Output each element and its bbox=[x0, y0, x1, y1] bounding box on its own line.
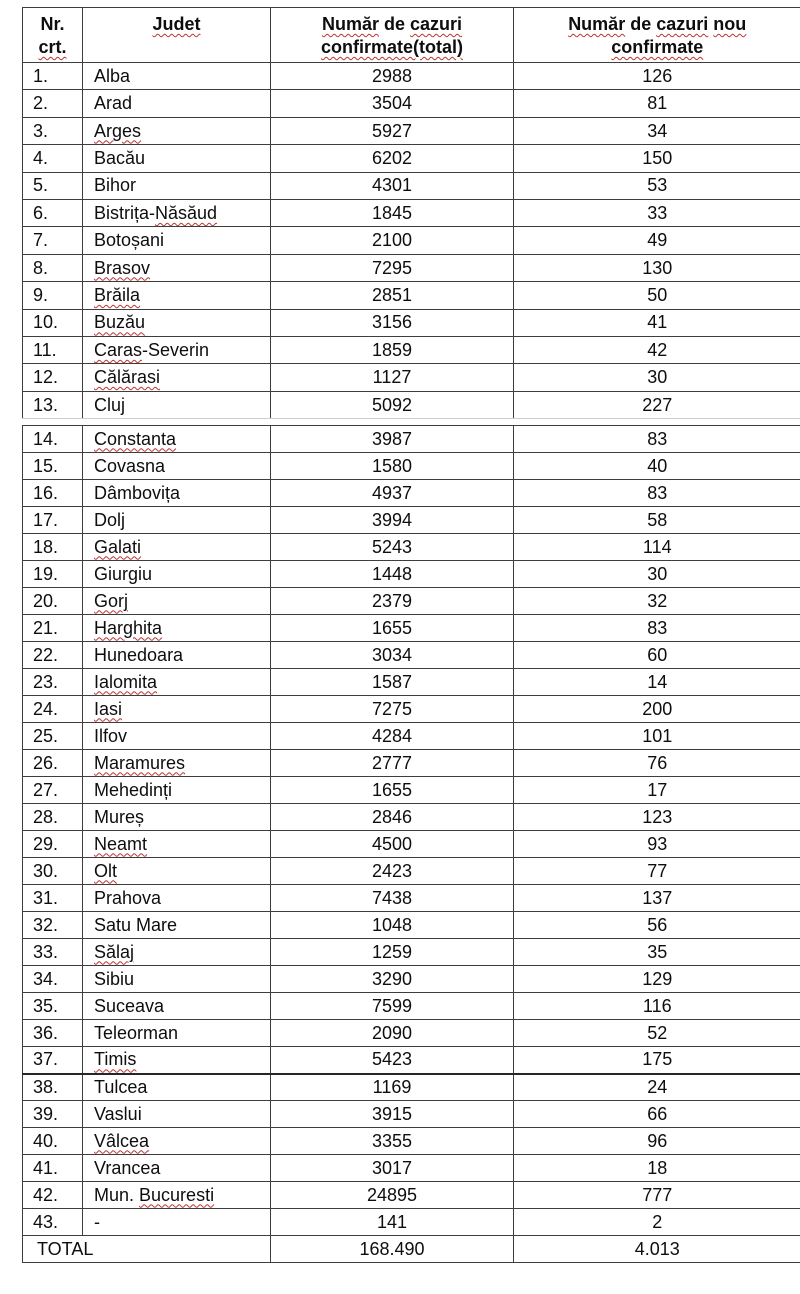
new-cases-cell: 227 bbox=[514, 391, 800, 418]
total-cases-cell: 2988 bbox=[271, 63, 514, 90]
total-cases-cell: 4937 bbox=[271, 480, 514, 507]
misspelled-text: Năsăud bbox=[155, 202, 218, 223]
total-cases-cell: 2777 bbox=[271, 750, 514, 777]
table-row bbox=[23, 858, 800, 885]
table-row bbox=[23, 669, 800, 696]
table-row bbox=[23, 534, 800, 561]
misspelled-text: Olt bbox=[94, 860, 118, 881]
row-number-cell: 5. bbox=[23, 172, 83, 199]
table-row bbox=[23, 426, 800, 453]
new-cases-cell: 33 bbox=[514, 199, 800, 226]
table-row bbox=[23, 63, 800, 90]
row-number-cell: 30. bbox=[23, 858, 83, 885]
misspelled-text: Neamt bbox=[94, 833, 148, 854]
total-cases-cell: 7295 bbox=[271, 254, 514, 281]
new-cases-cell: 101 bbox=[514, 723, 800, 750]
county-cell: Vrancea bbox=[83, 1155, 271, 1182]
county-cell bbox=[83, 426, 271, 453]
row-number-cell: 8. bbox=[23, 254, 83, 281]
table-row bbox=[23, 309, 800, 336]
county-cell: Dolj bbox=[83, 507, 271, 534]
total-cases-cell: 3355 bbox=[271, 1128, 514, 1155]
header-word: de bbox=[383, 14, 405, 34]
new-cases-cell: 53 bbox=[514, 172, 800, 199]
table-row bbox=[23, 1074, 800, 1101]
total-cases-cell: 2423 bbox=[271, 858, 514, 885]
total-cases-cell: 3994 bbox=[271, 507, 514, 534]
county-cell bbox=[83, 939, 271, 966]
row-number-cell: 2. bbox=[23, 90, 83, 117]
county-cell: Mun. Bucuresti bbox=[83, 1182, 271, 1209]
table-row bbox=[23, 391, 800, 418]
county-cell: Arad bbox=[83, 90, 271, 117]
total-cases-cell: 3915 bbox=[271, 1101, 514, 1128]
county-cell: Cluj bbox=[83, 391, 271, 418]
total-cases-cell: 2090 bbox=[271, 1020, 514, 1047]
total-cases-cell: 2846 bbox=[271, 804, 514, 831]
total-cases-cell: 141 bbox=[271, 1209, 514, 1236]
new-cases-cell: 2 bbox=[514, 1209, 800, 1236]
county-cell: Giurgiu bbox=[83, 561, 271, 588]
new-cases-cell: 137 bbox=[514, 885, 800, 912]
total-cases-cell: 1259 bbox=[271, 939, 514, 966]
new-cases-cell: 40 bbox=[514, 453, 800, 480]
new-cases-cell: 83 bbox=[514, 426, 800, 453]
misspelled-text: Buzău bbox=[94, 312, 146, 333]
new-cases-cell: 175 bbox=[514, 1047, 800, 1074]
row-number-cell: 20. bbox=[23, 588, 83, 615]
row-number-cell: 42. bbox=[23, 1182, 83, 1209]
table-row bbox=[23, 336, 800, 363]
county-cell bbox=[83, 117, 271, 144]
row-number-cell: 19. bbox=[23, 561, 83, 588]
county-cell: Suceava bbox=[83, 993, 271, 1020]
new-cases-cell: 56 bbox=[514, 912, 800, 939]
row-number-cell: 4. bbox=[23, 145, 83, 172]
table-row bbox=[23, 1020, 800, 1047]
row-number-cell: 13. bbox=[23, 391, 83, 418]
row-number-cell: 15. bbox=[23, 453, 83, 480]
misspelled-text: Brasov bbox=[94, 257, 151, 278]
misspelled-text: Harghita bbox=[94, 617, 163, 638]
table-row bbox=[23, 561, 800, 588]
row-number-cell: 28. bbox=[23, 804, 83, 831]
county-cell bbox=[83, 669, 271, 696]
row-number-cell: 14. bbox=[23, 426, 83, 453]
row-number-cell: 12. bbox=[23, 364, 83, 391]
total-cases-cell: 1169 bbox=[271, 1074, 514, 1101]
header-word: confirmate(total) bbox=[320, 37, 463, 57]
header-word: nou bbox=[713, 14, 747, 34]
new-cases-cell: 35 bbox=[514, 939, 800, 966]
header-word: Nr. bbox=[40, 14, 65, 34]
county-cell bbox=[83, 615, 271, 642]
misspelled-text: Timis bbox=[94, 1049, 137, 1070]
misspelled-text: Vâlcea bbox=[94, 1130, 150, 1151]
row-number-cell: 1. bbox=[23, 63, 83, 90]
table-row bbox=[23, 912, 800, 939]
new-cases-cell: 150 bbox=[514, 145, 800, 172]
total-cases-cell: 3156 bbox=[271, 309, 514, 336]
county-cell: Dâmbovița bbox=[83, 480, 271, 507]
table-header-row bbox=[23, 8, 800, 63]
row-number-cell: 21. bbox=[23, 615, 83, 642]
total-cases-cell: 1859 bbox=[271, 336, 514, 363]
new-cases-cell: 52 bbox=[514, 1020, 800, 1047]
county-cell bbox=[83, 254, 271, 281]
misspelled-text: Maramures bbox=[94, 752, 186, 773]
county-cell bbox=[83, 588, 271, 615]
table-row bbox=[23, 90, 800, 117]
new-cases-cell: 30 bbox=[514, 561, 800, 588]
county-cell: Alba bbox=[83, 63, 271, 90]
county-cell: Teleorman bbox=[83, 1020, 271, 1047]
table-row bbox=[23, 453, 800, 480]
row-number-cell: 34. bbox=[23, 966, 83, 993]
row-number-cell: 26. bbox=[23, 750, 83, 777]
table-row bbox=[23, 885, 800, 912]
total-cases-cell: 7438 bbox=[271, 885, 514, 912]
county-cell bbox=[83, 831, 271, 858]
new-cases-cell: 18 bbox=[514, 1155, 800, 1182]
misspelled-text: Brăila bbox=[94, 284, 141, 305]
new-cases-cell: 14 bbox=[514, 669, 800, 696]
header-word: confirmate bbox=[611, 37, 704, 57]
row-number-cell: 3. bbox=[23, 117, 83, 144]
misspelled-text: Galati bbox=[94, 536, 142, 557]
total-cases-cell: 4284 bbox=[271, 723, 514, 750]
table-row bbox=[23, 831, 800, 858]
total-cases-cell: 5927 bbox=[271, 117, 514, 144]
new-cases-cell: 129 bbox=[514, 966, 800, 993]
misspelled-text: Bucuresti bbox=[139, 1184, 215, 1205]
row-number-cell: 35. bbox=[23, 993, 83, 1020]
new-cases-cell: 77 bbox=[514, 858, 800, 885]
new-cases-cell: 83 bbox=[514, 615, 800, 642]
county-cell bbox=[83, 750, 271, 777]
county-cell bbox=[83, 534, 271, 561]
county-cell: Mureș bbox=[83, 804, 271, 831]
row-number-cell: 25. bbox=[23, 723, 83, 750]
total-cases-cell: 7599 bbox=[271, 993, 514, 1020]
misspelled-text: Caras bbox=[94, 339, 143, 360]
new-cases-cell: 96 bbox=[514, 1128, 800, 1155]
total-cases-cell: 5092 bbox=[271, 391, 514, 418]
table-row bbox=[23, 254, 800, 281]
table-row bbox=[23, 615, 800, 642]
table-row bbox=[23, 507, 800, 534]
table-row bbox=[23, 939, 800, 966]
row-number-cell: 37. bbox=[23, 1047, 83, 1074]
table-row bbox=[23, 227, 800, 254]
county-cell: Tulcea bbox=[83, 1074, 271, 1101]
table-row bbox=[23, 642, 800, 669]
header-word: cazuri bbox=[656, 14, 709, 34]
county-cell bbox=[83, 282, 271, 309]
total-cases-cell: 3017 bbox=[271, 1155, 514, 1182]
new-cases-cell: 17 bbox=[514, 777, 800, 804]
table-row bbox=[23, 723, 800, 750]
new-cases-cell: 116 bbox=[514, 993, 800, 1020]
misspelled-text: Ialomita bbox=[94, 671, 158, 692]
total-cases-cell: 2851 bbox=[271, 282, 514, 309]
table-row bbox=[23, 1155, 800, 1182]
header-nr-crt bbox=[23, 8, 83, 63]
row-number-cell: 41. bbox=[23, 1155, 83, 1182]
row-number-cell: 43. bbox=[23, 1209, 83, 1236]
new-cases-cell: 66 bbox=[514, 1101, 800, 1128]
total-cases-cell: 6202 bbox=[271, 145, 514, 172]
total-cases-cell: 5423 bbox=[271, 1047, 514, 1074]
row-number-cell: 27. bbox=[23, 777, 83, 804]
row-number-cell: 10. bbox=[23, 309, 83, 336]
table-row bbox=[23, 1182, 800, 1209]
new-cases-cell: 83 bbox=[514, 480, 800, 507]
new-cases-cell: 200 bbox=[514, 696, 800, 723]
table-row bbox=[23, 966, 800, 993]
new-cases-cell: 60 bbox=[514, 642, 800, 669]
header-word: Număr bbox=[568, 14, 626, 34]
table-row bbox=[23, 1128, 800, 1155]
new-cases-cell: 41 bbox=[514, 309, 800, 336]
row-number-cell: 22. bbox=[23, 642, 83, 669]
county-cell: Covasna bbox=[83, 453, 271, 480]
new-cases-cell: 777 bbox=[514, 1182, 800, 1209]
row-number-cell: 29. bbox=[23, 831, 83, 858]
new-cases-cell: 93 bbox=[514, 831, 800, 858]
row-number-cell: 23. bbox=[23, 669, 83, 696]
county-cell: Botoșani bbox=[83, 227, 271, 254]
total-cases-cell: 3987 bbox=[271, 426, 514, 453]
row-number-cell: 24. bbox=[23, 696, 83, 723]
county-cell: Vaslui bbox=[83, 1101, 271, 1128]
row-number-cell: 11. bbox=[23, 336, 83, 363]
row-number-cell: 9. bbox=[23, 282, 83, 309]
misspelled-text: Călărasi bbox=[94, 367, 161, 388]
county-cell bbox=[83, 364, 271, 391]
total-cases-cell: 1845 bbox=[271, 199, 514, 226]
table-row bbox=[23, 199, 800, 226]
misspelled-text: Iasi bbox=[94, 698, 123, 719]
misspelled-text: Sălaj bbox=[94, 941, 135, 962]
table-row bbox=[23, 696, 800, 723]
row-number-cell: 32. bbox=[23, 912, 83, 939]
table-row bbox=[23, 145, 800, 172]
county-cell bbox=[83, 309, 271, 336]
new-cases-cell: 58 bbox=[514, 507, 800, 534]
row-number-cell: 7. bbox=[23, 227, 83, 254]
table-row bbox=[23, 588, 800, 615]
total-cases-cell: 1048 bbox=[271, 912, 514, 939]
misspelled-text: Arges bbox=[94, 120, 142, 141]
total-cases-cell: 3034 bbox=[271, 642, 514, 669]
cases-table-part-1 bbox=[22, 7, 800, 419]
row-number-cell: 36. bbox=[23, 1020, 83, 1047]
table-row bbox=[23, 364, 800, 391]
row-number-cell: 16. bbox=[23, 480, 83, 507]
row-number-cell: 18. bbox=[23, 534, 83, 561]
header-word: Număr bbox=[321, 14, 379, 34]
total-cases-cell: 4301 bbox=[271, 172, 514, 199]
county-cell: Ilfov bbox=[83, 723, 271, 750]
total-cases-cell: 1655 bbox=[271, 615, 514, 642]
total-row bbox=[23, 1236, 800, 1263]
table-row bbox=[23, 750, 800, 777]
total-cases-cell: 1127 bbox=[271, 364, 514, 391]
header-newly-confirmed bbox=[514, 8, 800, 63]
county-cell bbox=[83, 858, 271, 885]
header-word: crt. bbox=[38, 37, 67, 57]
total-new-cell: 4.013 bbox=[514, 1236, 800, 1263]
row-number-cell: 39. bbox=[23, 1101, 83, 1128]
new-cases-cell: 81 bbox=[514, 90, 800, 117]
table-row bbox=[23, 1047, 800, 1074]
header-word: de bbox=[630, 14, 652, 34]
county-cell: Satu Mare bbox=[83, 912, 271, 939]
county-cell: - bbox=[83, 1209, 271, 1236]
total-cases-cell: 2379 bbox=[271, 588, 514, 615]
county-cell bbox=[83, 1047, 271, 1074]
row-number-cell: 38. bbox=[23, 1074, 83, 1101]
table-row bbox=[23, 993, 800, 1020]
total-cases-cell: 7275 bbox=[271, 696, 514, 723]
total-cases-cell: 1448 bbox=[271, 561, 514, 588]
total-confirmed-cell: 168.490 bbox=[271, 1236, 514, 1263]
header-judet bbox=[83, 8, 271, 63]
county-cell: Bihor bbox=[83, 172, 271, 199]
total-cases-cell: 1655 bbox=[271, 777, 514, 804]
new-cases-cell: 50 bbox=[514, 282, 800, 309]
table-row bbox=[23, 1209, 800, 1236]
total-cases-cell: 1580 bbox=[271, 453, 514, 480]
new-cases-cell: 76 bbox=[514, 750, 800, 777]
county-cell: Sibiu bbox=[83, 966, 271, 993]
total-cases-cell: 24895 bbox=[271, 1182, 514, 1209]
table-row bbox=[23, 117, 800, 144]
row-number-cell: 33. bbox=[23, 939, 83, 966]
table-row bbox=[23, 172, 800, 199]
new-cases-cell: 126 bbox=[514, 63, 800, 90]
table-row bbox=[23, 480, 800, 507]
new-cases-cell: 130 bbox=[514, 254, 800, 281]
table-row bbox=[23, 804, 800, 831]
county-cell: Caras-Severin bbox=[83, 336, 271, 363]
new-cases-cell: 34 bbox=[514, 117, 800, 144]
total-cases-cell: 3504 bbox=[271, 90, 514, 117]
new-cases-cell: 30 bbox=[514, 364, 800, 391]
new-cases-cell: 42 bbox=[514, 336, 800, 363]
county-cell: Bistrița-Năsăud bbox=[83, 199, 271, 226]
table-row bbox=[23, 777, 800, 804]
new-cases-cell: 123 bbox=[514, 804, 800, 831]
total-cases-cell: 5243 bbox=[271, 534, 514, 561]
header-word: cazuri bbox=[410, 14, 463, 34]
header-confirmed-total bbox=[271, 8, 514, 63]
row-number-cell: 6. bbox=[23, 199, 83, 226]
row-number-cell: 31. bbox=[23, 885, 83, 912]
county-cell: Hunedoara bbox=[83, 642, 271, 669]
table-row bbox=[23, 1101, 800, 1128]
row-number-cell: 17. bbox=[23, 507, 83, 534]
county-cell bbox=[83, 696, 271, 723]
row-number-cell: 40. bbox=[23, 1128, 83, 1155]
table-row bbox=[23, 282, 800, 309]
total-cases-cell: 4500 bbox=[271, 831, 514, 858]
new-cases-cell: 114 bbox=[514, 534, 800, 561]
total-cases-cell: 1587 bbox=[271, 669, 514, 696]
new-cases-cell: 24 bbox=[514, 1074, 800, 1101]
header-word: Judet bbox=[152, 14, 201, 34]
misspelled-text: Gorj bbox=[94, 590, 129, 611]
new-cases-cell: 32 bbox=[514, 588, 800, 615]
total-cases-cell: 3290 bbox=[271, 966, 514, 993]
misspelled-text: Constanta bbox=[94, 428, 177, 449]
county-cell: Mehedinți bbox=[83, 777, 271, 804]
county-cell: Bacău bbox=[83, 145, 271, 172]
cases-table-part-2 bbox=[22, 425, 800, 1263]
county-cell: Prahova bbox=[83, 885, 271, 912]
total-cases-cell: 2100 bbox=[271, 227, 514, 254]
total-label-cell: TOTAL bbox=[23, 1236, 271, 1263]
new-cases-cell: 49 bbox=[514, 227, 800, 254]
county-cell bbox=[83, 1128, 271, 1155]
